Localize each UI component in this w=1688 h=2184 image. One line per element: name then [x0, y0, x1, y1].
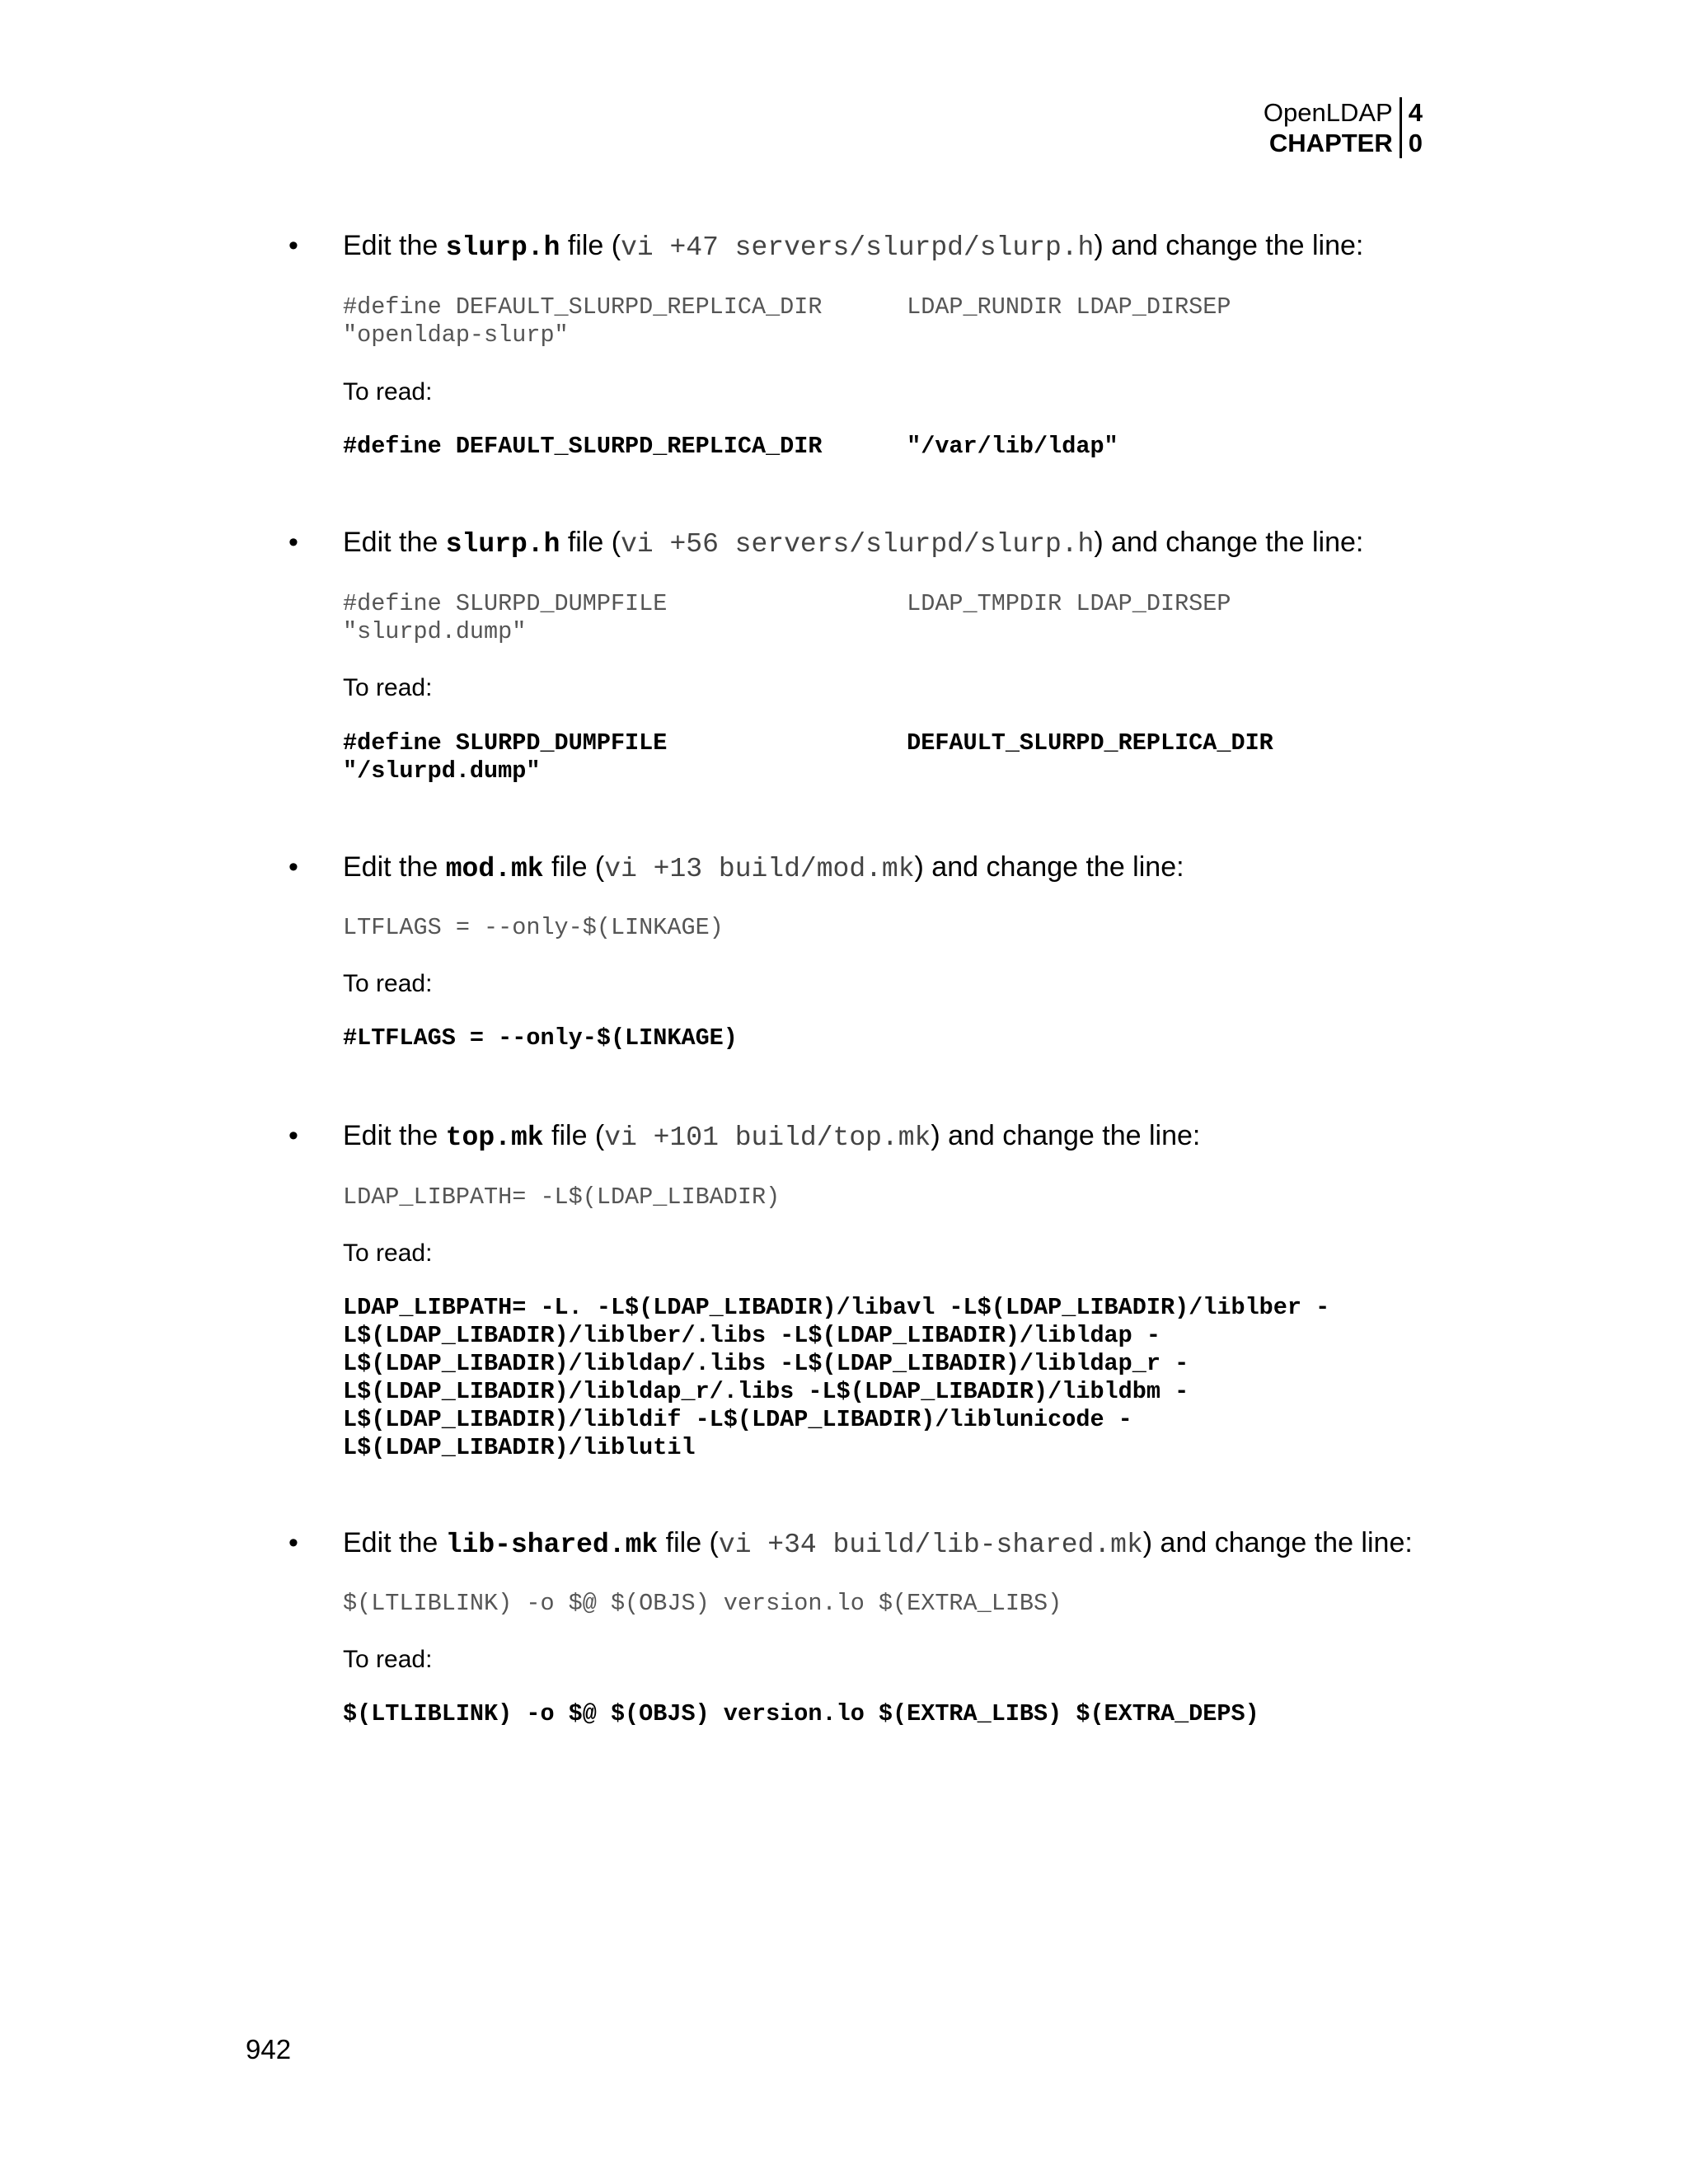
replacement-code-2: #define SLURPD_DUMPFILE DEFAULT_SLURPD_REPLICA_DIR "/slurpd.dump" [343, 729, 1273, 785]
vi-command: vi +13 build/mod.mk [604, 854, 915, 884]
instruction-text [343, 1119, 1200, 1155]
to-read-label-2: To read: [343, 674, 433, 701]
file-name: lib-shared.mk [445, 1530, 659, 1560]
instruction-mid: file ( [543, 1120, 605, 1151]
replacement-code-4: LDAP_LIBPATH= -L. -L$(LDAP_LIBADIR)/libavl -L$(LDAP_LIBADIR)/liblber - L$(LDAP_LIBADIR)/liblber/.libs -L$(LDAP_LIBADIR)/libldap - L$(LDAP_LIBADIR)/libldap/.libs -L$(LDAP_LIBADIR)/libldap_r - L$(LDAP_LIBADIR)/libldap_r/.libs -L$(LDAP_LIBADIR)/libldbm - L$(LDAP_LIBADIR)/libldif -L$(LDAP_LIBADIR)/liblunicode - L$(LDAP_LIBADIR)/liblutil [343, 1294, 1330, 1461]
vi-command: vi +101 build/top.mk [604, 1122, 931, 1153]
instruction-post: ) and change the line: [931, 1120, 1201, 1151]
instruction-post: ) and change the line: [1142, 1527, 1413, 1558]
instruction-mid: file ( [658, 1527, 719, 1558]
instruction-post: ) and change the line: [914, 851, 1184, 883]
instruction-text [343, 1526, 1413, 1562]
replacement-code-5: $(LTLIBLINK) -o $@ $(OBJS) version.lo $(EXTRA_LIBS) $(EXTRA_DEPS) [343, 1700, 1259, 1727]
bullet-icon: • [288, 1527, 298, 1558]
vi-command: vi +56 servers/slurpd/slurp.h [621, 529, 1095, 560]
replacement-code-1: #define DEFAULT_SLURPD_REPLICA_DIR "/var/lib/ldap" [343, 433, 1118, 460]
instruction-pre: Edit the [343, 230, 446, 261]
original-code-2: #define SLURPD_DUMPFILE LDAP_TMPDIR LDAP_DIRSEP "slurpd.dump" [343, 590, 1231, 645]
file-name: slurp.h [445, 232, 560, 263]
header-chapter-number [1402, 97, 1423, 158]
replacement-code-3: #LTFLAGS = --only-$(LINKAGE) [343, 1024, 738, 1052]
bullet-icon: • [288, 527, 298, 558]
instruction-text [343, 526, 1363, 561]
original-code-5: $(LTLIBLINK) -o $@ $(OBJS) version.lo $(EXTRA_LIBS) [343, 1590, 1062, 1617]
instruction-pre: Edit the [343, 1527, 446, 1558]
instruction-post: ) and change the line: [1094, 527, 1364, 558]
header-chapter-label: CHAPTER [1268, 129, 1393, 157]
file-name: mod.mk [445, 854, 544, 884]
file-name: top.mk [445, 1122, 544, 1153]
instruction-mid: file ( [560, 527, 621, 558]
original-code-1: #define DEFAULT_SLURPD_REPLICA_DIR LDAP_RUNDIR LDAP_DIRSEP "openldap-slurp" [343, 293, 1231, 349]
instruction-text [343, 229, 1363, 265]
instruction-pre: Edit the [343, 851, 446, 883]
instruction-post: ) and change the line: [1094, 230, 1364, 261]
to-read-label-3: To read: [343, 970, 433, 997]
chapter-number-digit-2: 0 [1408, 129, 1423, 157]
instruction-mid: file ( [543, 851, 605, 883]
instruction-mid: file ( [560, 230, 621, 261]
header-title: OpenLDAP [1263, 98, 1393, 127]
to-read-label-1: To read: [343, 378, 433, 405]
instruction-pre: Edit the [343, 1120, 446, 1151]
chapter-number-digit-1: 4 [1408, 98, 1423, 127]
to-read-label-5: To read: [343, 1646, 433, 1673]
to-read-label-4: To read: [343, 1240, 433, 1267]
page-number: 942 [246, 2034, 292, 2064]
vi-command: vi +34 build/lib-shared.mk [718, 1530, 1143, 1560]
instruction-text [343, 851, 1184, 886]
original-code-4: LDAP_LIBPATH= -L$(LDAP_LIBADIR) [343, 1183, 781, 1211]
instruction-pre: Edit the [343, 527, 446, 558]
original-code-3: LTFLAGS = --only-$(LINKAGE) [343, 914, 724, 941]
running-header [1264, 97, 1423, 158]
header-labels [1264, 97, 1402, 158]
vi-command: vi +47 servers/slurpd/slurp.h [621, 232, 1095, 263]
file-name: slurp.h [445, 529, 560, 560]
bullet-icon: • [288, 1120, 298, 1151]
bullet-icon: • [288, 851, 298, 883]
bullet-icon: • [288, 230, 298, 261]
